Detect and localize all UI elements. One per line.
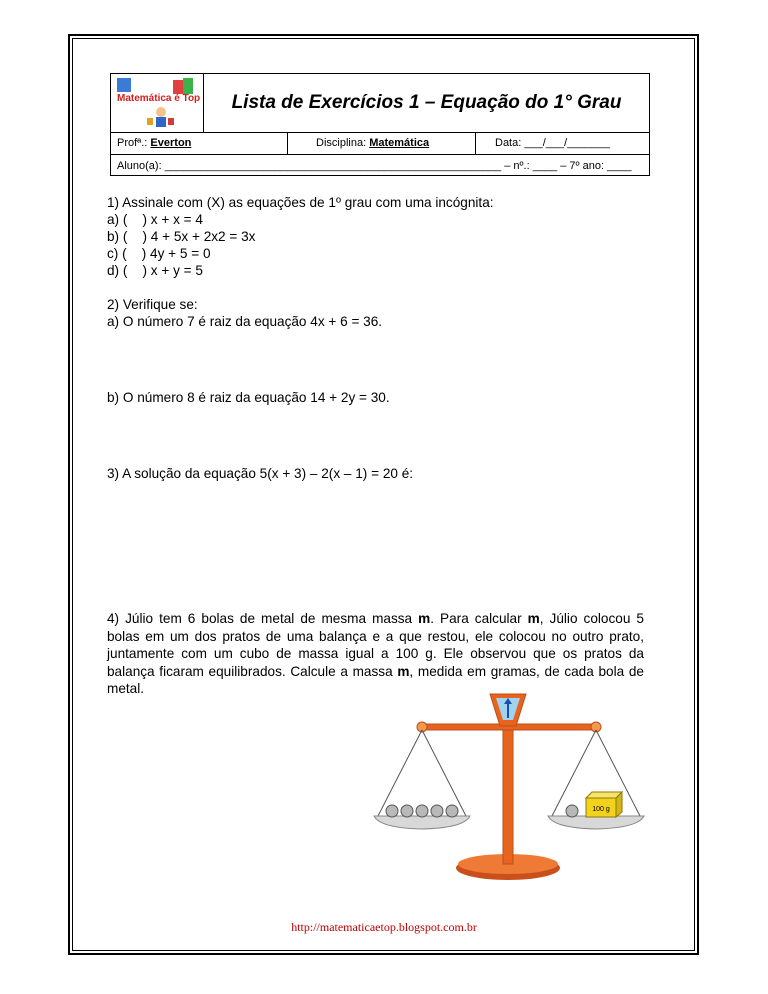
- student-field: Aluno(a): _______________________________________________________ – nº.: ____ – 7º ano: ____: [117, 160, 632, 172]
- q1-option-d: d) ( ) x + y = 5: [107, 263, 203, 278]
- q1-option-a: a) ( ) x + x = 4: [107, 212, 203, 227]
- balance-scale-illustration: [360, 692, 650, 887]
- questions: [107, 194, 644, 482]
- student-row: [111, 154, 649, 177]
- q4-text: 4) Júlio tem 6 bolas de metal de mesma massa m. Para calcular m, Júlio colocou 5 bolas em um dos pratos de uma balança e a que restou, ele colocou no outro prato, juntamente com um cubo de massa igual a 100 g. Ele observou que os pratos da balança ficaram equilibrados. Calcule a massa m, medida em gramas, de cada bola de metal.: [107, 611, 644, 696]
- date-field: Data: ___/___/_______: [495, 137, 610, 149]
- q2-item-a: a) O número 7 é raiz da equação 4x + 6 = 36.: [107, 314, 383, 329]
- logo-text: Matemática é Top: [117, 93, 201, 104]
- q1-option-b: b) ( ) 4 + 5x + 2x2 = 3x: [107, 229, 256, 244]
- metal-balls-left: [386, 805, 458, 817]
- weight-label: 100 g: [592, 806, 610, 813]
- q1-option-c: c) ( ) 4y + 5 = 0: [107, 246, 211, 261]
- footer-url[interactable]: http://matematicaetop.blogspot.com.br: [291, 920, 477, 934]
- q1-stem: 1) Assinale com (X) as equações de 1º grau com uma incógnita:: [107, 195, 494, 210]
- weight-cube: [586, 792, 622, 817]
- teacher-name: Everton: [150, 137, 192, 149]
- subject-name: Matemática: [369, 137, 430, 149]
- page-title: Lista de Exercícios 1 – Equação do 1° Grau: [231, 92, 622, 113]
- subject-field: Disciplina: Matemática: [316, 137, 430, 149]
- metal-ball-right: [566, 805, 578, 817]
- logo-image: [111, 74, 203, 132]
- q2-stem: 2) Verifique se:: [107, 297, 198, 312]
- info-row: [111, 132, 649, 154]
- header-table: [110, 73, 650, 176]
- logo: [111, 74, 204, 132]
- teacher-field: Profª.: Everton: [117, 137, 192, 149]
- q2-item-b: b) O número 8 é raiz da equação 14 + 2y = 30.: [107, 390, 390, 405]
- q3-stem: 3) A solução da equação 5(x + 3) – 2(x – 1) = 20 é:: [107, 466, 414, 481]
